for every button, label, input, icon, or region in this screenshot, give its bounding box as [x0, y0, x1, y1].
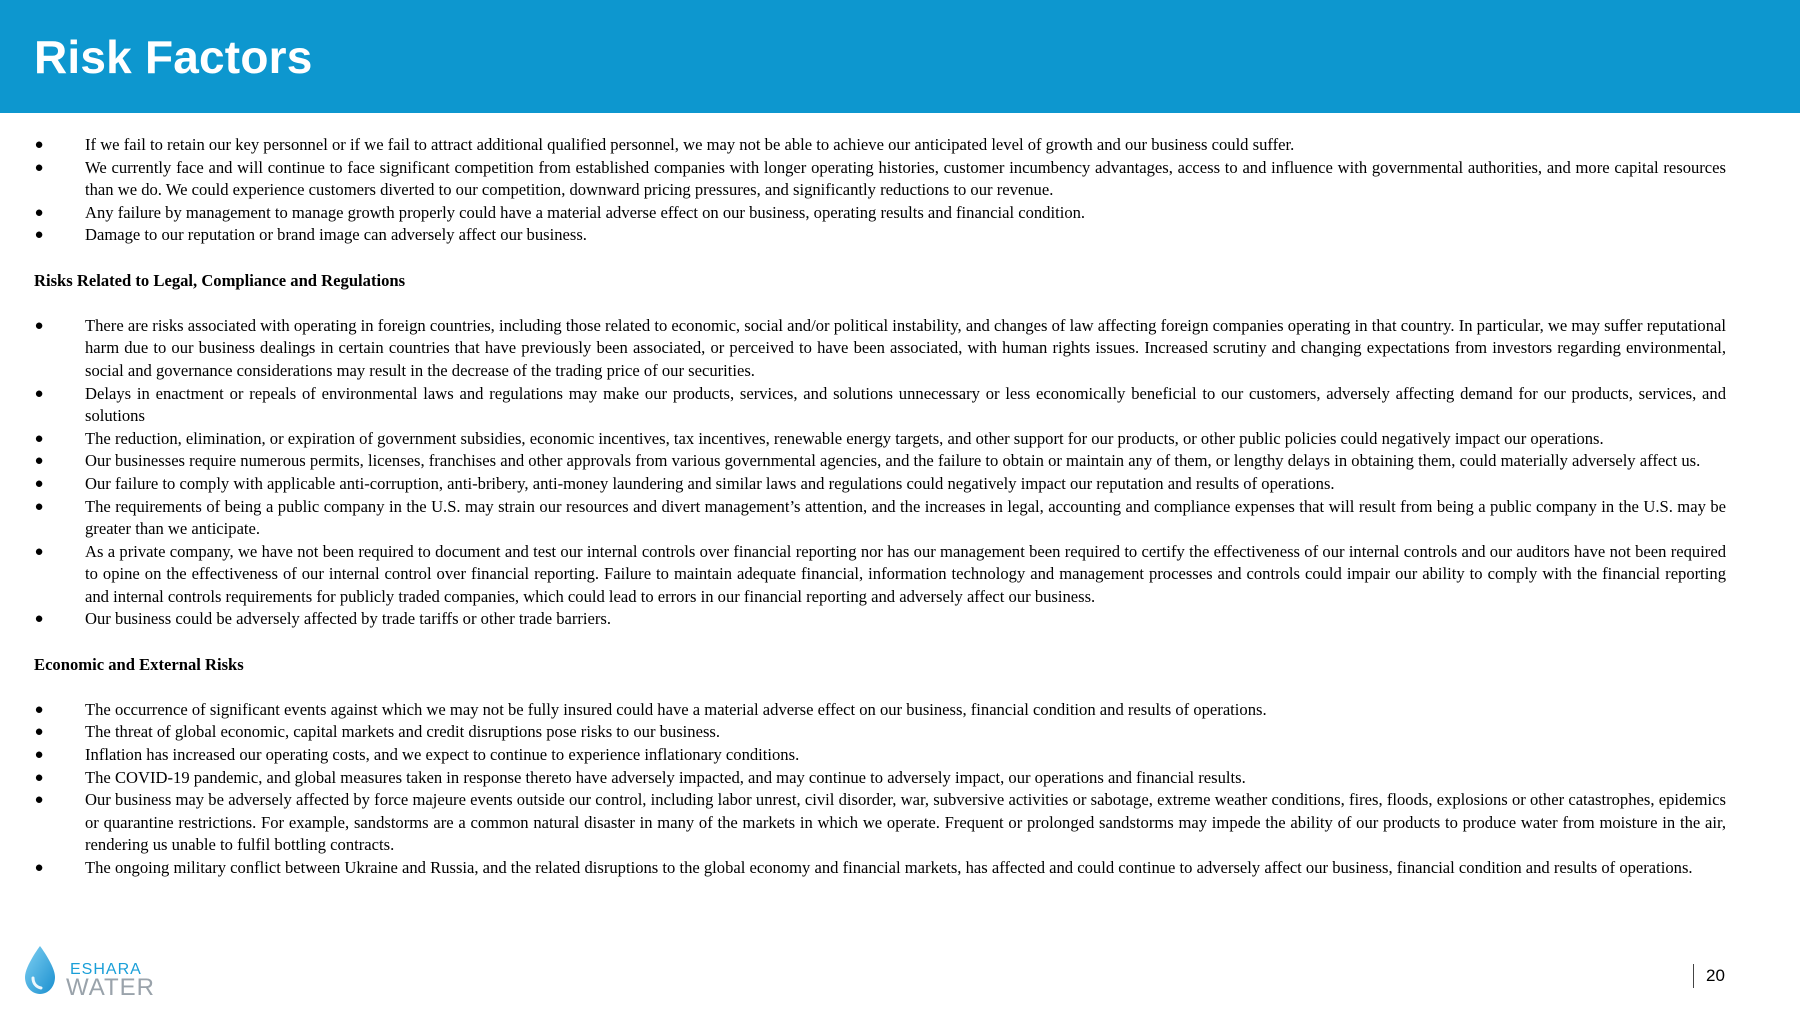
list-item-text: Our business may be adversely affected by force majeure events outside our control, including labor unrest, civil disorder, war, subversive activities or sabotage, extreme weather conditions, fires, floods, explosions or other catastrophes, epidemics or quarantine restrictions. For example, sandstorms are a common natural disaster in many of the markets in which we operate. Frequent or prolonged sandstorms may impede the ability of our products to produce water from moisture in the air, rendering us unable to fulfil bottling contracts. — [85, 790, 1726, 855]
section-heading-legal: Risks Related to Legal, Compliance and Regulations — [34, 270, 406, 290]
bullet-icon: ● — [34, 137, 44, 153]
bullet-icon: ● — [34, 860, 44, 876]
bullet-icon: ● — [34, 724, 44, 741]
list-item — [34, 450, 1726, 473]
list-item — [34, 789, 1726, 857]
bullet-icon: ● — [34, 453, 44, 470]
list-item — [34, 473, 1726, 496]
bullet-icon: ● — [34, 543, 44, 560]
bullet-icon: ● — [34, 769, 44, 786]
list-item-text: Any failure by management to manage growth properly could have a material adverse effect on our business, operating results and financial condition. — [85, 202, 1086, 222]
list-item — [34, 699, 1726, 722]
bullet-icon: ● — [34, 611, 44, 628]
list-item — [34, 224, 1726, 247]
list-item — [34, 496, 1726, 541]
list-item — [34, 157, 1726, 202]
list-item-text: Inflation has increased our operating costs, and we expect to continue to experience inflationary conditions. — [85, 745, 800, 765]
list-item-text: The ongoing military conflict between Ukraine and Russia, and the related disruptions to the global economy and financial markets, has affected and could continue to adversely affect our business, financial condition and results of operations. — [85, 858, 1693, 877]
list-item-text: The occurrence of significant events against which we may not be fully insured could have a material adverse effect on our business, financial condition and results of operations. — [85, 699, 1267, 719]
list-item-text: The COVID-19 pandemic, and global measures taken in response thereto have adversely impacted, and may continue to adversely impact, our operations and financial results. — [85, 767, 1246, 787]
page-number-divider — [1693, 964, 1694, 988]
bullet-icon: ● — [34, 498, 44, 515]
bullet-icon: ● — [34, 227, 44, 244]
list-item-text: There are risks associated with operating in foreign countries, including those related to economic, social and/or political instability, and changes of law affecting foreign companies operating in that country. In particular, we may suffer reputational harm due to our business dealings in certain countries that have previously been associated, or perceived to have been associated, with human rights issues. Increased scrutiny and changing expectations from investors regarding environmental, social and governance considerations may result in the decrease of the trading price of our securities. — [85, 315, 1726, 380]
list-item — [34, 428, 1726, 451]
list-item-text: Delays in enactment or repeals of environmental laws and regulations may make our products, services, and solutions unnecessary or less economically beneficial to our customers, adversely affecting demand for our products, services, and solutions — [85, 383, 1726, 426]
list-item-text: If we fail to retain our key personnel or if we fail to attract additional qualified personnel, we may not be able to achieve our anticipated level of growth and our business could suffer. — [85, 135, 1295, 154]
bullet-icon: ● — [34, 385, 44, 402]
list-item — [34, 608, 1726, 631]
section-heading-economic: Economic and External Risks — [34, 654, 244, 674]
bullet-icon: ● — [34, 430, 44, 447]
list-item-text: Damage to our reputation or brand image can adversely affect our business. — [85, 225, 587, 245]
list-item — [34, 202, 1726, 225]
logo-text-eshara: ESHARA — [70, 961, 142, 978]
list-item-text: Our business could be adversely affected by trade tariffs or other trade barriers. — [85, 609, 612, 629]
list-item — [34, 315, 1726, 383]
bullet-icon: ● — [34, 204, 44, 221]
logo-text-water: WATER — [66, 974, 155, 1001]
bullet-icon: ● — [34, 701, 44, 718]
legal-risks-list — [34, 315, 1726, 631]
list-item — [34, 744, 1726, 767]
list-item-text: Our failure to comply with applicable anti-corruption, anti-bribery, anti-money laundering and similar laws and regulations could negatively impact our reputation and results of operations. — [85, 473, 1335, 493]
bullet-icon: ● — [34, 475, 44, 492]
bullet-icon: ● — [34, 159, 44, 176]
bullet-icon: ● — [34, 792, 44, 809]
list-item-text: The threat of global economic, capital markets and credit disruptions pose risks to our business. — [85, 722, 721, 742]
bullet-icon: ● — [34, 317, 44, 334]
water-drop-icon — [22, 944, 58, 996]
list-item-text: As a private company, we have not been required to document and test our internal controls over financial reporting nor has our management been required to certify the effectiveness of our internal controls and our auditors have not been required to opine on the effectiveness of our internal control over financial reporting. Failure to maintain adequate financial, information technology and management processes and controls could impair our ability to comply with the financial reporting and internal controls requirements for publicly traded companies, which could lead to errors in our financial reporting and adversely affect our business. — [85, 541, 1726, 606]
list-item — [34, 767, 1726, 790]
title-bar — [0, 0, 1800, 113]
list-item — [34, 134, 1726, 157]
list-item — [34, 857, 1726, 880]
page-title: Risk Factors — [34, 31, 313, 83]
economic-risks-list — [34, 699, 1726, 880]
company-logo — [22, 944, 172, 1000]
list-item-text: The reduction, elimination, or expiration of government subsidies, economic incentives, tax incentives, renewable energy targets, and other support for our products, or other public policies could negatively impact our operations. — [85, 428, 1604, 448]
list-item-text: The requirements of being a public company in the U.S. may strain our resources and divert management’s attention, and the increases in legal, accounting and compliance expenses that will result from being a public company in the U.S. may be greater than we anticipate. — [85, 496, 1726, 539]
list-item-text: Our businesses require numerous permits, licenses, franchises and other approvals from various governmental agencies, and the failure to obtain or maintain any of them, or lengthy delays in obtaining them, could materially adversely affect us. — [85, 451, 1701, 471]
general-risks-list — [34, 134, 1726, 247]
bullet-icon: ● — [34, 747, 44, 764]
slide-content — [34, 134, 1726, 880]
list-item — [34, 383, 1726, 428]
page-number: 20 — [1706, 966, 1725, 985]
list-item — [34, 541, 1726, 609]
list-item-text: We currently face and will continue to face significant competition from established companies with longer operating histories, customer incumbency advantages, access to and influence with governmental authorities, and more capital resources than we do. We could experience customers diverted to our competition, downward pricing pressures, and significantly reductions to our revenue. — [85, 157, 1726, 200]
list-item — [34, 721, 1726, 744]
